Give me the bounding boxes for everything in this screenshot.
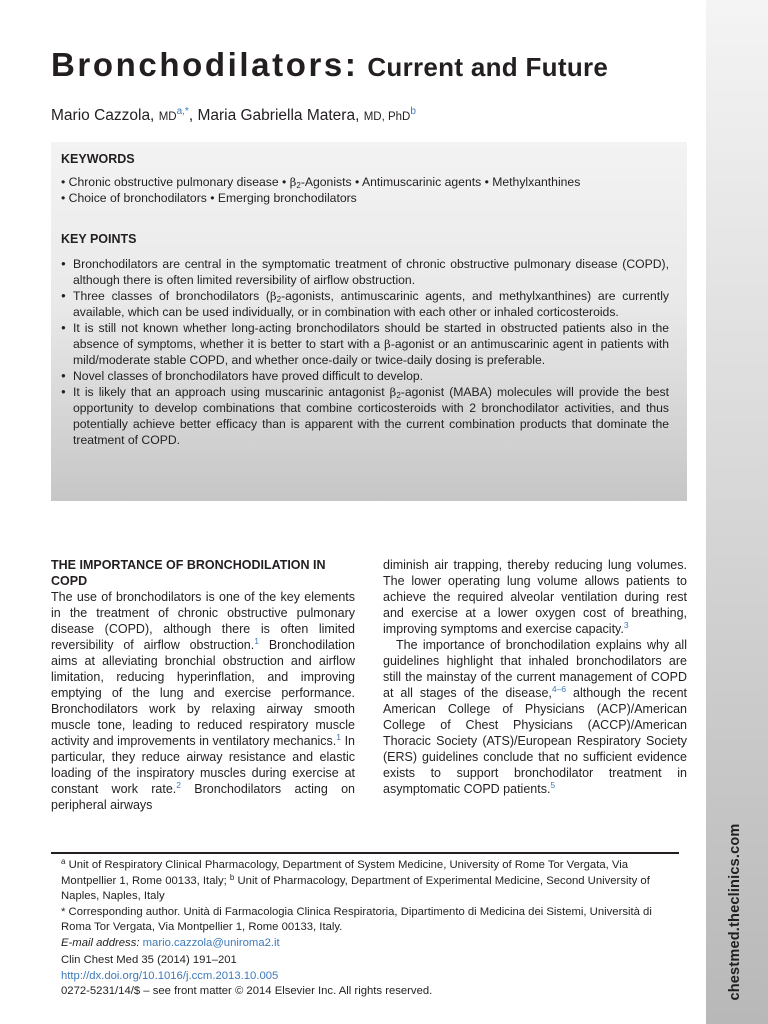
- body-paragraph: The importance of bronchodilation explains why all guidelines highlight that inhaled bronchodilators are still the mainstay of the current management of COPD at all stages of the disease,$^{4-6}$ although the recent American College of Physicians (ACP)/American College of Chest Physicians (ACCP)/American Thoracic Society (ATS)/European Respiratory Society (ERS) guidelines conclude that no sufficient evidence exists to support bronchodilator treatment in asymptomatic COPD patients.$^5$: [383, 638, 688, 796]
- title-subtitle: Current and Future: [367, 52, 609, 82]
- key-points-heading: KEY POINTS: [61, 232, 137, 246]
- key-points-list: [61, 256, 669, 448]
- reference-link[interactable]: 2: [176, 780, 181, 790]
- author-name: Maria Gabriella Matera,: [197, 107, 360, 124]
- email-link[interactable]: mario.cazzola@uniroma2.it: [142, 936, 280, 949]
- reference-link[interactable]: 1: [336, 732, 342, 742]
- citation-block: [61, 953, 679, 1000]
- body-paragraph: diminish air trapping, thereby reducing lung volumes. The lower operating lung volume allows patients to achieve the required alveolar ventilation during rest and exercise at a lower oxygen cost of breathing, improving symptoms and exercise capacity.$^3$: [383, 558, 687, 636]
- author-affiliation-marker[interactable]: a,*: [176, 106, 189, 117]
- title-main: Bronchodilators:: [51, 46, 359, 83]
- affiliation-footnote: $^a$ Unit of Respiratory Clinical Pharmacology, Department of System Medicine, University of Rome Tor Vergata, Via Montpellier 1, Rome 00133, Italy; $^b$ Unit of Pharmacology, Department of Experimental Medicine, Second University of Naples, Naples, Italy: [61, 857, 650, 902]
- footnotes: [61, 858, 679, 951]
- section-heading: THE IMPORTANCE OF BRONCHODILATION IN COPD: [51, 558, 326, 588]
- reference-link[interactable]: 1: [254, 636, 259, 646]
- keywords-line: • Chronic obstructive pulmonary disease • β2-Agonists • Antimuscarinic agents • Methylxanthines: [61, 175, 581, 190]
- author-name: Mario Cazzola,: [51, 107, 155, 124]
- reference-link[interactable]: 5: [550, 780, 556, 790]
- doi-link[interactable]: http://dx.doi.org/10.1016/j.ccm.2013.10.005: [61, 969, 279, 982]
- footnote-divider: [51, 852, 679, 854]
- corresponding-author-note: * Corresponding author. Unità di Farmacologia Clinica Respiratoria, Dipartimento di Medicina dei Sistemi, Università di Roma Tor Vergata, Via Montpellier 1, Rome 00133, Italy.: [61, 905, 652, 933]
- author-degree: MD, PhD: [363, 111, 411, 123]
- email-line: E-mail address: mario.cazzola@uniroma2.it: [61, 936, 280, 949]
- key-point-item: ● It is likely that an approach using muscarinic antagonist β2-agonist (MABA) molecules will provide the best opportunity to develop combinations that combine corticosteroids with 2 bronchodilator activities, and thus potentially achieve better efficacy than is apparent with the current combination products that dominate the treatment of COPD.: [61, 384, 669, 448]
- journal-citation: Clin Chest Med 35 (2014) 191–201: [61, 954, 237, 966]
- key-point-item: ● Novel classes of bronchodilators have proved difficult to develop.: [61, 368, 669, 384]
- key-point-item: ● Bronchodilators are central in the symptomatic treatment of chronic obstructive pulmonary disease (COPD), although there is often limited reversibility of airflow obstruction.: [61, 256, 669, 288]
- author-degree: MD: [158, 111, 177, 123]
- reference-link[interactable]: 3: [623, 620, 629, 630]
- keywords-keypoints-box: [51, 142, 687, 501]
- journal-url: chestmed.theclinics.com: [727, 823, 743, 1001]
- body-column-right: [383, 557, 687, 797]
- article-title: [51, 46, 608, 84]
- key-point-item: ● Three classes of bronchodilators (β2-agonists, antimuscarinic agents, and methylxanthines) are currently available, which can be used individually, or in combination with each other or inhaled corticosteroids.: [61, 288, 669, 320]
- keywords-line: • Choice of bronchodilators • Emerging bronchodilators: [61, 191, 357, 205]
- reference-link[interactable]: 4–6: [551, 684, 567, 694]
- key-point-item: ● It is still not known whether long-acting bronchodilators should be started in obstructed patients also in the absence of symptoms, whether it is better to start with a β-agonist or an antimuscarinic agent in patients with mild/moderate stable COPD, and whether once-daily or twice-daily dosing is preferable.: [61, 320, 669, 368]
- author-list: Mario Cazzola, MD$^{a,*}$, Maria Gabriella Matera, MD, PhD$^b$: [51, 106, 416, 124]
- copyright-line: 0272-5231/14/$ – see front matter © 2014 Elsevier Inc. All rights reserved.: [61, 985, 433, 997]
- body-paragraph: The use of bronchodilators is one of the key elements in the treatment of chronic obstructive pulmonary disease (COPD), although there is often limited reversibility of airflow obstruction.$^1$ Bronchodilation aims at alleviating bronchial obstruction and airflow limitation, reducing hyperinflation, and improving emptying of the lung and exercise performance. Bronchodilators work by relaxing airway smooth muscle tone, leading to reduced respiratory muscle activity and improvements in ventilatory mechanics.$^1$ In particular, they reduce airway resistance and elastic loading of the inspiratory muscles during exercise at constant work rate.$^2$ Bronchodilators acting on peripheral airways: [51, 590, 356, 812]
- body-column-left: [51, 557, 355, 813]
- author-affiliation-marker[interactable]: b: [410, 106, 416, 117]
- keywords-heading: KEYWORDS: [61, 152, 135, 166]
